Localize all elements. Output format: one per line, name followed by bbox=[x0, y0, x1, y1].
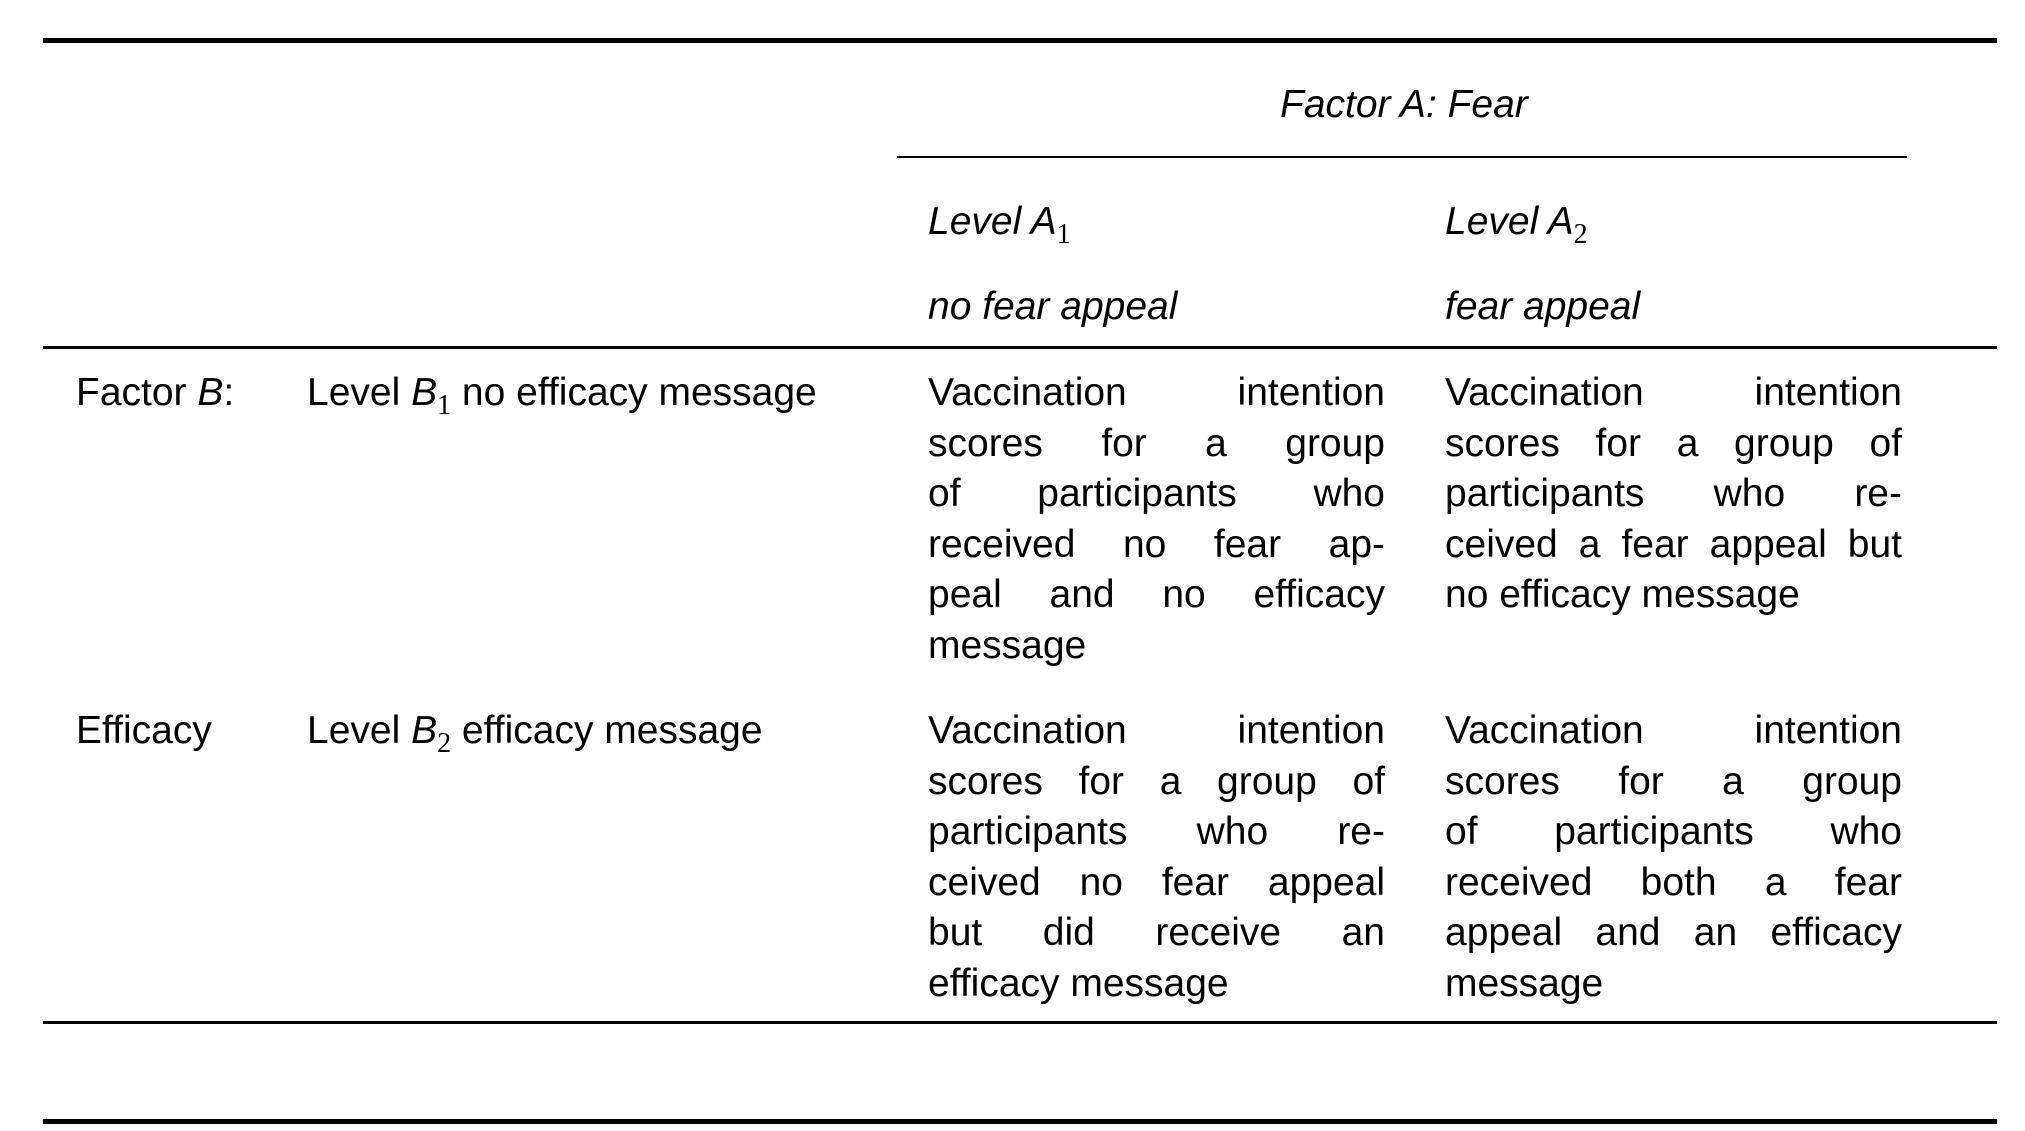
spanner-header: Factor A: Fear bbox=[1280, 83, 1528, 126]
table-header-rule bbox=[43, 346, 1997, 349]
page-bottom-rule bbox=[43, 1119, 1997, 1124]
row-level-label: Level $B_2$ efficacy message bbox=[307, 709, 763, 759]
cell-b1-a1: Vaccination intention scores for a group of participants who received no fear ap- peal and no efficacy message bbox=[928, 371, 1385, 667]
spanner-rule bbox=[897, 156, 1907, 158]
cell-b2-a1: Vaccination intention scores for a group of participants who re- ceived no fear appeal but did receive an efficacy message bbox=[928, 709, 1385, 1005]
table-top-rule bbox=[43, 38, 1997, 43]
col-desc-a2: fear appeal bbox=[1445, 285, 1641, 328]
cell-b2-a2: Vaccination intention scores for a group of participants who received both a fear appeal and an efficacy message bbox=[1445, 709, 1902, 1005]
col-desc-a1: no fear appeal bbox=[928, 285, 1178, 328]
row-factor-label: Efficacy bbox=[76, 709, 212, 752]
col-header-level-a1: Level $A_1$ bbox=[928, 200, 1071, 250]
cell-b1-a2: Vaccination intention scores for a group of participants who re- ceived a fear appeal but no efficacy message bbox=[1445, 371, 1902, 616]
row-level-label: Level $B_1$ no efficacy message bbox=[307, 371, 817, 421]
row-factor-label: Factor B: bbox=[76, 371, 235, 414]
table-bottom-rule bbox=[43, 1021, 1997, 1024]
col-header-level-a2: Level $A_2$ bbox=[1445, 200, 1588, 250]
